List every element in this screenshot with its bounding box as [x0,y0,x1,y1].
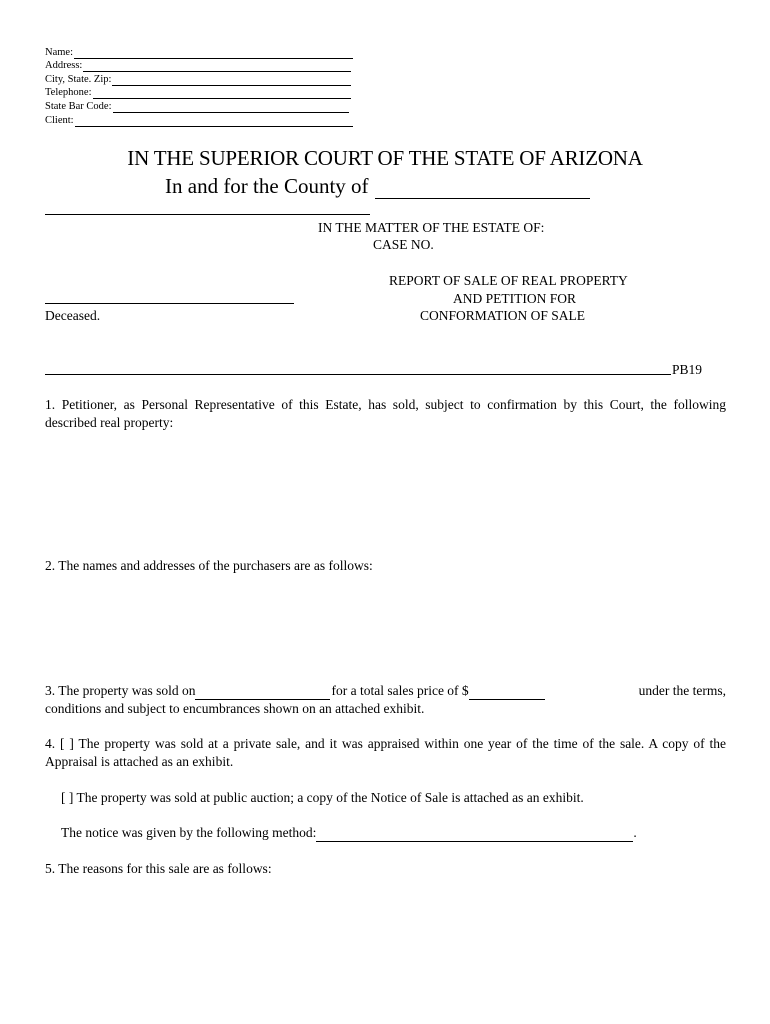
city-row [45,73,351,86]
deceased-label: Deceased. [45,308,101,323]
bar-code-label: State Bar Code: [45,101,112,112]
terms-label: under the terms, [638,683,726,698]
sale-date-blank[interactable] [195,687,330,700]
case-number-label: CASE NO. [373,237,434,252]
paragraph-3-line1 [45,682,726,700]
matter-heading: IN THE MATTER OF THE ESTATE OF: [318,220,545,235]
notice-method-period: . [633,825,637,840]
address-row [45,59,351,72]
telephone-label: Telephone: [45,87,92,98]
paragraph-4: 4. [ ] The property was sold at a private sale, and it was appraised within one year of the time of the sale. A copy of the Appraisal is attached as an exhibit. [45,736,726,769]
client-row [45,114,353,127]
city-label: City, State. Zip: [45,74,112,85]
document-title-line2: AND PETITION FOR [453,291,576,306]
county-label: In and for the County of [165,174,369,198]
deceased-name-line[interactable] [45,303,294,304]
telephone-blank[interactable] [93,89,352,99]
paragraph-1: 1. Petitioner, as Personal Representative of this Estate, has sold, subject to confirmation by this Court, the following described real property: [45,397,726,430]
sale-date-label: 3. The property was sold on [45,683,196,698]
name-row [45,46,353,59]
county-title [165,174,590,199]
name-blank[interactable] [74,49,353,59]
telephone-row [45,86,351,99]
court-title: IN THE SUPERIOR COURT OF THE STATE OF ARIZONA [127,146,643,170]
estate-name-line[interactable] [45,214,370,215]
bar-code-row [45,100,349,113]
paragraph-2: 2. The names and addresses of the purchasers are as follows: [45,558,373,573]
paragraph-5: 5. The reasons for this sale are as follows: [45,861,272,876]
sale-price-label: for a total sales price of $ [331,683,469,698]
paragraph-3-line2: conditions and subject to encumbrances shown on an attached exhibit. [45,701,425,716]
bar-code-blank[interactable] [113,103,350,113]
notice-method-row [61,824,726,842]
city-blank[interactable] [112,76,351,86]
address-blank[interactable] [83,62,351,72]
form-code: PB19 [672,362,703,377]
name-label: Name: [45,47,73,58]
document-title-line1: REPORT OF SALE OF REAL PROPERTY [389,273,628,288]
address-label: Address: [45,60,83,71]
client-label: Client: [45,115,74,126]
caption-divider [45,374,671,375]
county-blank[interactable] [375,180,590,199]
document-title-line3: CONFORMATION OF SALE [420,308,586,323]
paragraph-4-auction: [ ] The property was sold at public auction; a copy of the Notice of Sale is attached as an exhibit. [61,790,584,805]
notice-method-blank[interactable] [316,829,633,842]
client-blank[interactable] [75,117,353,127]
notice-method-label: The notice was given by the following method: [61,825,317,840]
sale-price-blank[interactable] [469,687,545,700]
